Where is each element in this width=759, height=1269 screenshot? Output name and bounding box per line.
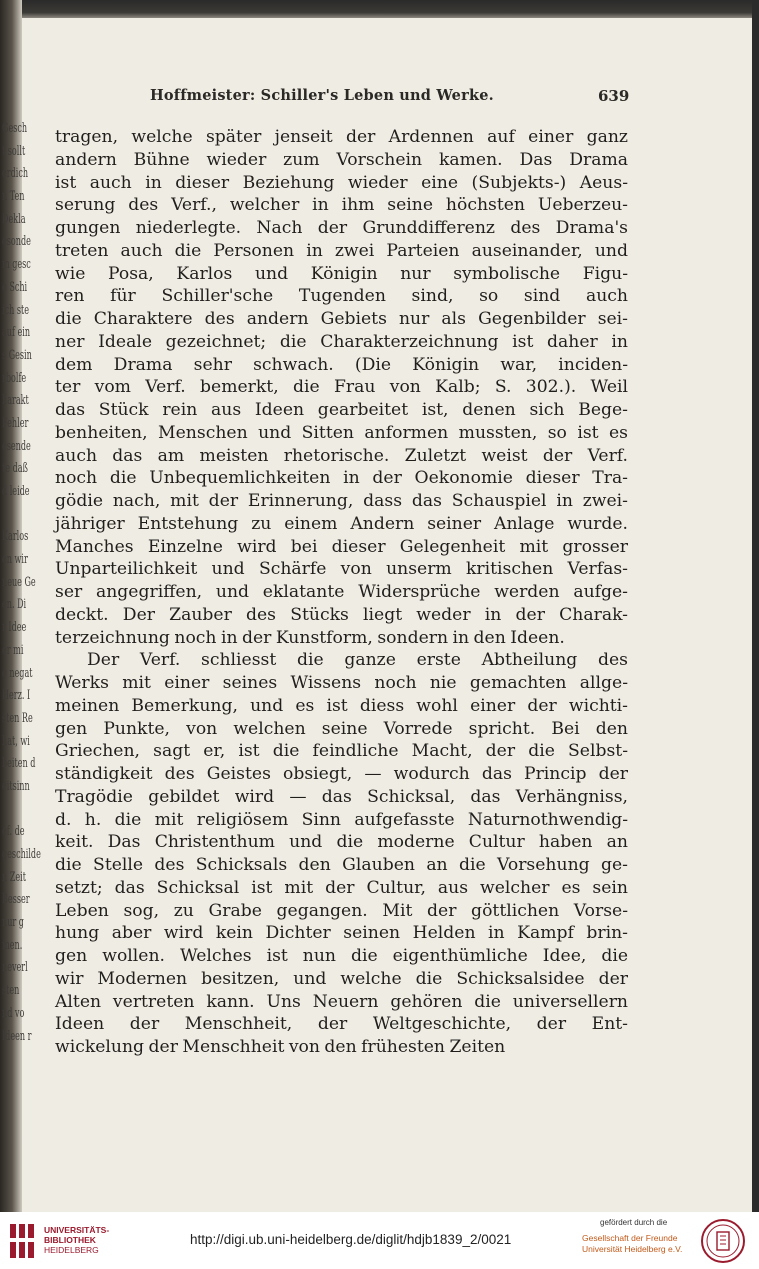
text-line: Der Verf. schliesst die ganze erste Abtheilung des — [87, 650, 628, 671]
text-line: ständigkeit des Geistes obsiegt, — wodurch das Princip der — [55, 764, 628, 784]
footer-bar — [0, 1212, 759, 1269]
margin-fragment: er mi — [2, 642, 24, 658]
margin-fragment: Karlos — [2, 529, 29, 545]
text-line: deckt. Der Zauber des Stücks liegt weder in der Charak- — [55, 604, 628, 625]
margin-fragment: neverl — [2, 960, 28, 976]
margin-fragment: Besser — [2, 892, 30, 908]
text-line: gen wollen. Welches ist nun die eigenthümliche Idee, die — [55, 946, 628, 966]
margin-fragment: rbolfe — [2, 370, 27, 386]
right-edge-shadow — [752, 0, 759, 1212]
margin-fragment: ef. de — [2, 824, 25, 840]
margin-fragment: esende — [2, 438, 31, 454]
margin-fragment: nd vo — [2, 1005, 25, 1021]
margin-fragment: r Idee — [2, 620, 27, 636]
margin-fragment — [2, 799, 27, 822]
text-line: ner Ideale gezeichnet; die Charakterzeichnung ist daher in — [55, 331, 628, 352]
margin-fragment: n Ten — [2, 189, 25, 205]
margin-fragment: t sollt — [2, 143, 26, 159]
text-line: Ideen der Menschheit, der Weltgeschichte, der Ent- — [55, 1014, 628, 1035]
permalink-url[interactable]: http://digi.ub.uni-heidelberg.de/diglit/hdjb1839_2/0021 — [190, 1232, 512, 1247]
margin-fragment: te daß — [2, 461, 28, 477]
text-line: Alten vertreten kann. Uns Neuern gehören die universellern — [55, 991, 628, 1012]
text-line: benheiten, Menschen und Sitten anformen mussten, so ist es — [55, 422, 628, 443]
text-line: Manches Einzelne wird bei dieser Gelegenheit mit grosser — [55, 536, 628, 557]
university-seal-icon — [700, 1218, 746, 1264]
margin-fragment: ich ste — [2, 302, 29, 318]
running-header: Hoffmeister: Schiller's Leben und Werke. — [150, 87, 494, 104]
margin-fragment: m gesc — [2, 257, 31, 273]
text-line: das Stück rein aus Ideen gearbeitet ist, denen sich Bege- — [55, 400, 628, 420]
margin-fragment: n Zeit — [2, 869, 26, 885]
margin-fragment: en. Di — [2, 597, 27, 613]
margin-fragment: inen. — [2, 937, 23, 953]
margin-fragment: Dekla — [2, 211, 26, 227]
margin-fragment: sten — [2, 983, 20, 999]
margin-fragment: d leide — [2, 484, 30, 499]
text-line: die Charaktere des andern Gebiets nur als Gegenbilder sei- — [55, 309, 628, 329]
margin-fragment: en wir — [2, 552, 28, 568]
library-name-line: UNIVERSITÄTS- — [44, 1225, 110, 1235]
text-line: andern Bühne wieder zum Vorschein kamen. Das Drama — [55, 149, 628, 170]
text-line: terzeichnung noch in der Kunstform, sondern in den Ideen. — [55, 627, 565, 648]
text-line: Leben sog, zu Grabe gegangen. Mit der göttlichen Vorse- — [55, 900, 628, 921]
text-line: meinen Bemerkung, und es ist diess wohl einer der wichti- — [55, 695, 628, 716]
text-line: hung aber wird kein Dichter seinen Helden in Kampf brin- — [55, 923, 628, 944]
text-line: Tragödie gebildet wird — das Schicksal, das Verhängniss, — [55, 786, 628, 807]
society-name-line: Gesellschaft der Freunde — [582, 1233, 678, 1243]
society-name[interactable] — [582, 1233, 682, 1255]
body-text — [55, 126, 628, 1059]
library-name-line: BIBLIOTHEK — [44, 1235, 96, 1245]
text-line: ren für Schiller'sche Tugenden sind, so sind auch — [55, 286, 628, 307]
funded-by-label: gefördert durch die — [600, 1218, 668, 1227]
margin-fragment: neue Ge — [2, 574, 36, 590]
text-line: setzt; das Schicksal ist mit der Cultur, aus welcher es sein — [55, 877, 628, 898]
text-line: Unparteilichkeit und Schärfe von unserm kritischen Verfas- — [55, 559, 628, 580]
margin-fragment: erdich — [2, 166, 29, 182]
university-library-logo-icon — [8, 1220, 38, 1262]
text-line: keit. Das Christenthum und die moderne Cultur haben an — [55, 832, 628, 853]
text-line: Werks mit einer seines Wissens noch nie gemachten allge- — [55, 673, 628, 693]
text-line: ist auch in dieser Beziehung wieder eine (Subjekts-) Aeus- — [55, 172, 628, 193]
margin-fragment: s Gesin — [2, 347, 32, 363]
text-line: d. h. die mit religiösem Sinn aufgefasste Naturnothwendig- — [55, 809, 628, 830]
text-line: wie Posa, Karlos und Königin nur symbolische Figu- — [55, 263, 628, 284]
society-name-line: Universität Heidelberg e.V. — [582, 1244, 683, 1254]
page-number: 639 — [598, 87, 630, 105]
margin-fragment — [2, 504, 27, 527]
top-edge-shadow — [22, 0, 759, 18]
margin-fragment: nur g — [2, 915, 24, 931]
text-line: gen Punkte, von welchen seine Vorrede spricht. Bei den — [55, 718, 628, 739]
text-line: die Stelle des Schicksals den Glauben an die Vorsehung ge- — [55, 855, 628, 875]
margin-fragment: e negat — [2, 665, 33, 681]
margin-fragment: Herz. I — [2, 688, 31, 704]
text-line: tragen, welche später jenseit der Ardennen auf einer ganz — [55, 127, 628, 147]
margin-fragment: e Schi — [2, 279, 28, 295]
text-line: treten auch die Personen in zwei Parteien auseinander, und — [55, 240, 628, 261]
library-name-line: HEIDELBERG — [44, 1245, 99, 1255]
text-line: serung des Verf., welcher in ihm seine höchsten Ueberzeu- — [55, 195, 628, 216]
margin-fragment: esonde — [2, 234, 31, 250]
text-line: gungen niederlegte. Nach der Grunddifferenz des Drama's — [55, 218, 628, 238]
text-line: Griechen, sagt er, ist die feindliche Macht, der die Selbst- — [55, 741, 628, 762]
text-line: dem Drama sehr schwach. (Die Königin war, inciden- — [55, 354, 628, 375]
margin-fragment: sten Re — [2, 710, 33, 726]
margin-fragment: eitsinn — [2, 778, 30, 794]
text-line: noch die Unbequemlichkeiten in der Oekonomie dieser Tra- — [55, 468, 628, 489]
text-line: jähriger Entstehung zu einem Andern seiner Anlage wurde. — [55, 513, 628, 534]
text-line: wickelung der Menschheit von den frühesten Zeiten — [55, 1037, 506, 1057]
text-line: gödie nach, mit der Erinnerung, dass das Schauspiel in zwei- — [55, 491, 628, 511]
library-name[interactable] — [44, 1225, 109, 1255]
text-line: ser angegriffen, und eklatante Widersprüche werden aufge- — [55, 582, 628, 602]
margin-fragment: Ideen r — [2, 1028, 32, 1044]
text-line: wir Modernen besitzen, und welche die Schicksalsidee der — [55, 968, 628, 989]
text-line: auch das am meisten rhetorische. Zuletzt weist der Verf. — [55, 445, 628, 466]
margin-fragment: beiten d — [2, 756, 36, 772]
margin-fragment: hat, wi — [2, 733, 30, 749]
margin-fragment: Gesch — [2, 121, 28, 136]
text-line: ter vom Verf. bemerkt, die Frau von Kalb; S. 302.). Weil — [55, 377, 628, 398]
margin-fragment: auf ein — [2, 325, 31, 341]
margin-fragment: harakt — [2, 393, 29, 409]
margin-fragment: geschilde — [2, 847, 41, 862]
margin-fragment: Fehler — [2, 415, 29, 431]
previous-page-text-fragments — [2, 118, 42, 1138]
